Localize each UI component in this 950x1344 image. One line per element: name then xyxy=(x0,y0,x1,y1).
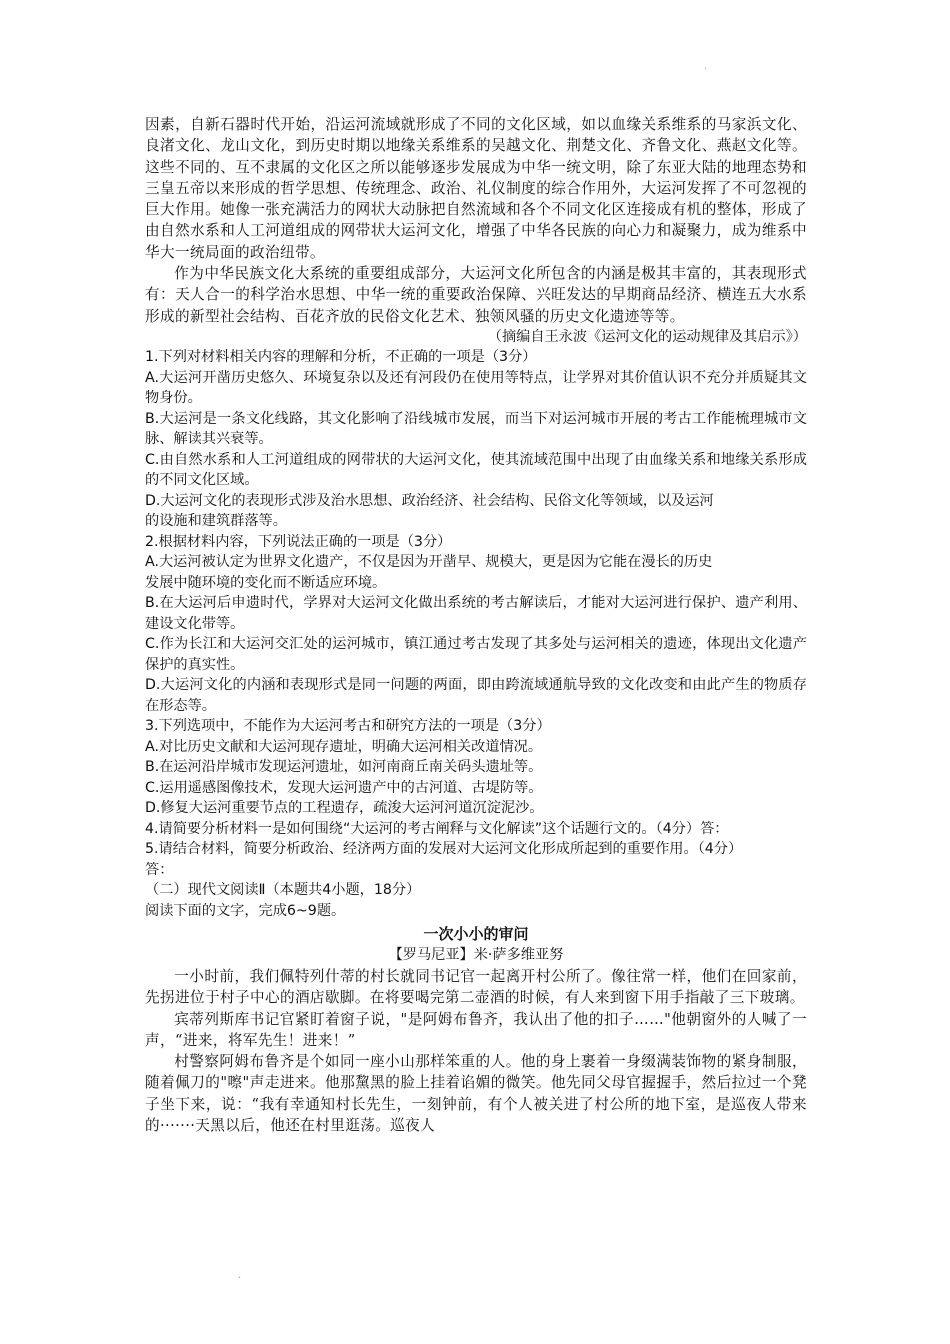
story-paragraph: 宾蒂列斯库书记官紧盯着窗子说，"是阿姆布鲁齐，我认出了他的扣子……"他朝窗外的人喊了一声，“进来，将军先生！进来！” xyxy=(145,1010,807,1049)
page-mark-bottom: · xyxy=(238,1273,242,1284)
option-continued: 发展中随环境的变化而不断适应环境。 xyxy=(145,574,387,591)
option: B.在运河沿岸城市发现运河遗址，如河南商丘南关码头遗址等。 xyxy=(145,759,543,776)
story-body xyxy=(145,966,807,1136)
option: A.大运河开凿历史悠久、环境复杂以及还有河段仍在使用等特点，让学界对其价值认识不充分并质疑其文物身份。 xyxy=(145,369,807,407)
option: A.大运河被认定为世界文化遗产，不仅是因为开凿早、规模大，更是因为它能在漫长的历史 xyxy=(145,554,713,571)
question-5: 5.请结合材料，简要分析政治、经济两方面的发展对大运河文化形成所起到的重要作用。（4分） xyxy=(145,841,743,858)
option-continued: 的设施和建筑群落等。 xyxy=(145,513,287,530)
question-4: 4.请简要分析材料一是如何围绕“大运河的考古阐释与文化解读”这个话题行文的。（4分）答： xyxy=(145,820,729,837)
option: B.大运河是一条文化线路，其文化影响了沿线城市发展，而当下对运河城市开展的考古工作能梳理城市文脉、解读其兴衰等。 xyxy=(145,410,807,448)
option: B.在大运河后申遗时代，学界对大运河文化做出系统的考古解读后，才能对大运河进行保护、遗产利用、建设文化带等。 xyxy=(145,595,807,632)
answer-label: 答： xyxy=(145,861,174,878)
questions-section xyxy=(145,327,807,922)
story-paragraph: 一小时前，我们佩特列什蒂的村长就同书记官一起离开村公所了。像往常一样，他们在回家前，先拐进位于村子中心的酒店歇脚。在将要喝完第二壶酒的时候，有人来到窗下用手指敲了三下玻璃。 xyxy=(145,967,807,1007)
option: C.由自然水系和人工河道组成的网带状的大运河文化，使其流域范围中出现了由血缘关系和地缘关系形成的不同文化区域。 xyxy=(145,451,807,489)
option: D.大运河文化的表现形式涉及治水思想、政治经济、社会结构、民俗文化等领域，以及运河 xyxy=(145,492,714,509)
option: D.修复大运河重要节点的工程遗存，疏浚大运河河道沉淀泥沙。 xyxy=(145,800,544,817)
story-paragraph: 村警察阿姆布鲁齐是个如同一座小山那样笨重的人。他的身上裹着一身缀满装饰物的紧身制服，随着佩刀的"嚓"声走进来。他那黧黑的脸上挂着谄媚的微笑。他先同父母官握握手，然后拉过一个凳子坐下来，说：“我有幸通知村长先生，一刻钟前，有个人被关进了村公所的地下室，是巡夜人带来的·······天黑以后，他还在村里逛荡。巡夜人 xyxy=(145,1053,807,1135)
passage-paragraph: 作为中华民族文化大系统的重要组成部分，大运河文化所包含的内涵是极其丰富的，其表现形式有：天人合一的科学治水思想、中华一统的重要政治保障、兴旺发达的早期商品经济、横连五大水系形成的新型社会结构、百花齐放的民俗文化艺术、独领风骚的历史文化遗迹等等。 xyxy=(145,265,807,325)
source-citation: （摘编自王永波《运河文化的运动规律及其启示》） xyxy=(487,328,807,345)
section-heading: （二）现代文阅读Ⅱ（本题共4小题，18分） xyxy=(145,882,421,899)
section-instruction: 阅读下面的文字，完成6~9题。 xyxy=(145,902,346,919)
question-stem: 1.下列对材料相关内容的理解和分析，不正确的一项是（3分） xyxy=(145,349,537,366)
document-body xyxy=(145,114,807,1136)
question-stem: 2.根据材料内容，下列说法正确的一项是（3分） xyxy=(145,533,452,550)
passage-1 xyxy=(145,114,807,327)
option: C.运用遥感图像技术，发现大运河遗产中的古河道、古堤防等。 xyxy=(145,779,543,796)
question-stem: 3.下列选项中，不能作为大运河考古和研究方法的一项是（3分） xyxy=(145,718,551,735)
passage-paragraph: 因素，自新石器时代开始，沿运河流域就形成了不同的文化区域，如以血缘关系维系的马家浜文化、良渚文化、龙山文化，到历史时期以地缘关系维系的吴越文化、荆楚文化、齐鲁文化、燕赵文化等。这些不同的、互不隶属的文化区之所以能够逐步发展成为中华一统文明，除了东亚大陆的地理态势和三皇五帝以来形成的哲学思想、传统理念、政治、礼仪制度的综合作用外，大运河发挥了不可忽视的巨大作用。她像一张充满活力的网状大动脉把自然流域和各个不同文化区连接成有机的整体，形成了由自然水系和人工河道组成的网带状大运河文化，增强了中华各民族的向心力和凝聚力，成为维系中华大一统局面的政治纽带。 xyxy=(145,116,807,261)
story-author: 【罗马尼亚】米·萨多维亚努 xyxy=(388,947,564,964)
page-mark-top: · xyxy=(704,64,708,75)
story-title: 一次小小的审问 xyxy=(423,925,529,944)
option: C.作为长江和大运河交汇处的运河城市，镇江通过考古发现了其多处与运河相关的遗迹，体现出文化遗产保护的真实性。 xyxy=(145,636,807,673)
option: A.对比历史文献和大运河现存遗址，明确大运河相关改道情况。 xyxy=(145,738,543,755)
option: D.大运河文化的内涵和表现形式是同一问题的两面，即由跨流域通航导致的文化改变和由此产生的物质存在形态等。 xyxy=(145,677,807,714)
